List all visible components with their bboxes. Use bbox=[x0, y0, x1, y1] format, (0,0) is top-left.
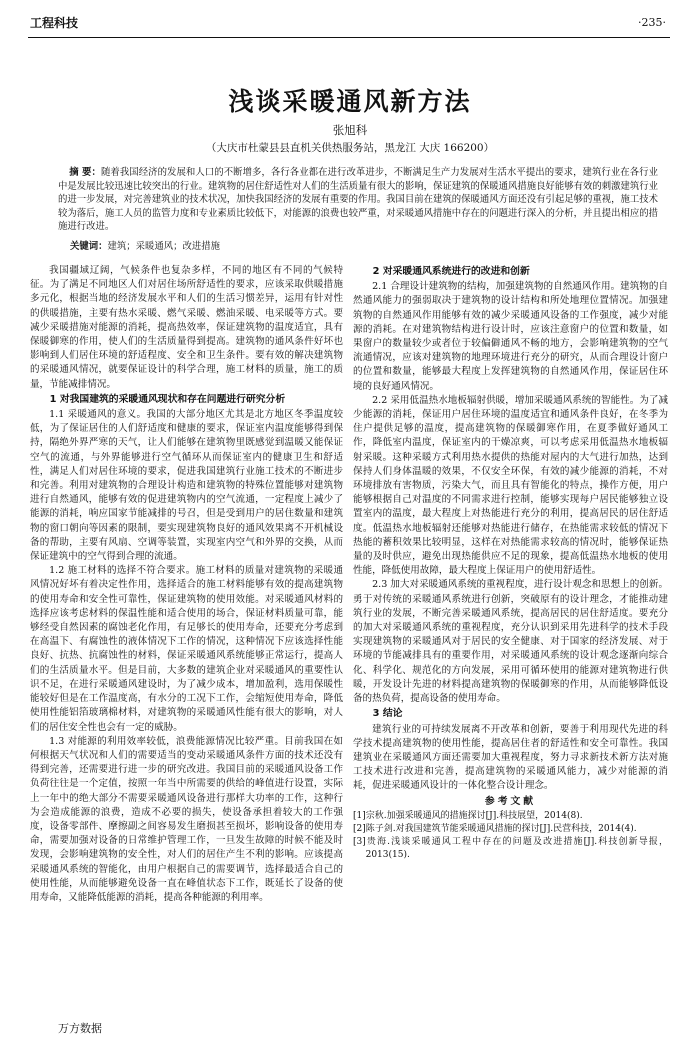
journal-name: 工程科技 bbox=[30, 16, 79, 30]
left-column bbox=[30, 264, 343, 905]
reference-item: [2]陈子剑.对我国建筑节能采暖通风措施的探讨[J].民营科技，2014(4). bbox=[353, 823, 637, 834]
reference-item: [3]贵海.浅谈采暖通风工程中存在的问题及改进措施[J].科技创新导报，2013(15). bbox=[353, 836, 668, 860]
section-heading-3: 3 结论 bbox=[372, 708, 403, 720]
abstract-text: 随着我国经济的发展和人口的不断增多，各行各业都在进行改革进步，不断满足生产力发展对生活水平提出的要求，建筑行业在各行业中是发展比较迅速比较突出的行业。建筑物的居住舒适性对人们的生活质量有很大的影响，保证建筑的保暖通风措施良好能够有效的刺激建筑行业的进一步发展，对完善建筑业的技术状况，加快我国经济的发展有重要的作用。我国目前在建筑的保暖通风方面还没有引起足够的重视，施工技术较为落后，施工人员的监管力度和专业素质比较低下，对能源的浪费也较严重，对采暖通风措施中存在的问题进行深入的分析，并且提出相应的措施进行改进。 bbox=[58, 167, 659, 232]
keywords bbox=[70, 238, 660, 252]
section-heading-2: 2 对采暖通风系统进行的改进和创新 bbox=[372, 266, 530, 277]
article-title: 浅谈采暖通风新方法 bbox=[228, 87, 472, 116]
page-number: ·235· bbox=[638, 16, 666, 29]
header-rule bbox=[28, 37, 670, 38]
conclusion-paragraph: 建筑行业的可持续发展离不开改革和创新，要善于利用现代先进的科学技术提高建筑物的使用性能，提高居住者的舒适性和安全可靠性。我国建筑业在采暖通风方面还需要加大重视程度，努力寻求新技术新方法对施工技术进行改进和完善，提高建筑物的采暖通风能力，减少对能源的消耗，促进采暖通风设计的一体化整合设计理念。 bbox=[353, 723, 668, 792]
paragraph-1-1: 1.1 采暖通风的意义。我国的大部分地区尤其是北方地区冬季温度较低，为了保证居住的人们舒适度和健康的要求，保证室内温度能够得到保持，隔绝外界严寒的天气，让人们能够在建筑物里既感觉到温暖又能保证空气的流通，与外界能够进行空气循环从而保证室内的健康卫生和舒适性，满足人们对居住环境的要求，促进我国建筑行业施工技术的不断进步和完善。利用对建筑物的合理设计构造和建筑物的特殊位置能够对建筑物进行自然通风，能够有效的促进建筑物内的空气流通，一定程度上减少了能源的消耗，响应国家节能减排的号召，但是受到用户的居住数量和建筑物的窗口朝向等因素的限制，要实现建筑物良好的通风效果离不开机械设备的帮助，主要有风扇、空调等装置，实现室内空气和外界的交换，从而保证建筑中的空气得到合理的流通。 bbox=[30, 409, 343, 563]
keywords-text: 建筑；采暖通风；改进措施 bbox=[107, 241, 221, 252]
section-heading-1: 1 对我国建筑的采暖通风现状和存在问题进行研究分析 bbox=[49, 393, 286, 405]
intro-paragraph: 我国疆域辽阔，气候条件也复杂多样，不同的地区有不同的气候特征。为了满足不同地区人们对居住场所舒适性的要求，应该采取供暖措施多元化，根据当地的经济发展水平和人们的生活习惯差异，运用有针对性的供暖措施，主要有热水采暖、燃气采暖、燃油采暖、电采暖等方式。要减少采暖措施对能源的消耗，提高热效率，保证建筑物的温度适宜，具有保暖御寒的作用，使人们的生活质量得到提高。建筑物的通风条件好坏也影响到人们居住环境的舒适程度、安全和卫生条件。要有效的解决建筑物的采暖通风情况，就要保证设计的科学合理，施工材料的质量，施工的质量，节能减排情况。 bbox=[30, 265, 343, 390]
abstract bbox=[58, 166, 658, 234]
abstract-label: 摘 要： bbox=[69, 167, 101, 178]
article-author: 张旭科 bbox=[332, 123, 368, 137]
paragraph-1-2: 1.2 施工材料的选择不符合要求。施工材料的质量对建筑物的采暖通风情况好坏有着决定性作用，选择适合的施工材料能够有效的提高建筑物的使用寿命和安全性可靠性，保证建筑物的使用效能。对采暖通风材料的选择应该考虑材料的保温性能和适合使用的场合，保证材料质量可靠，能够经受自然因素的腐蚀老化作用，有足够长的使用寿命，还要充分考虑到在高温下、有腐蚀性的液体情况下工作的情况，这种情况下应该选择性能良好、抗热、抗腐蚀性的材料，保证采暖通风系统能够正常运行，提高人们的生活质量水平。但是目前，大多数的建筑企业对采暖通风的重要性认识不足，在进行采暖通风建设时，为了减少成本，增加盈利，选用保暖性能较好但是在工作温度高，有水分的工况下工作，会缩短使用寿命，降低使用性能铝箔玻璃棉材料，对建筑物的采暖通风性能有很大的影响，对人们的居住安全性也会有一定的威胁。 bbox=[30, 565, 343, 733]
reference-item: [1]宗秋.加强采暖通风的措施探讨[J].科技展望，2014(8). bbox=[353, 810, 583, 821]
right-column bbox=[353, 264, 668, 862]
paragraph-1-3: 1.3 对能源的利用效率较低，浪费能源情况比较严重。目前我国在如何根据天气状况和人们的需要适当的变动采暖通风条件方面的技术还没有得到完善，还需要进行进一步的研究改进。我国目前的采暖通风设备工作负荷往往是一个定值，按照一年当中所需要的供给的峰值进行设置，实际上一年中的绝大部分不需要采暖通风设备进行那样大功率的工作，这种行为会造成能源的浪费，造成不必要的损失，使设备承担着较大的工作强度，设备零部件、摩擦副之间容易发生磨损甚至损坏，影响设备的使用寿命，需要加强对设备的日常维护管理工作，一旦发生故障的时候不能及时发现，会影响建筑物的安全性，对人们的居住产生不利的影响。应该提高采暖通风系统的智能化，由用户根据自己的需要调节，选择最适合自己的使用性能，从而能够避免设备一直在峰值状态下工作，既延长了设备的使用寿命，又能降低能源的消耗，提高各种能源的利用率。 bbox=[30, 735, 343, 903]
article-affiliation: （大庆市杜蒙县县直机关供热服务站，黑龙江 大庆 166200） bbox=[205, 142, 495, 154]
keywords-label: 关键词： bbox=[70, 241, 108, 252]
paragraph-2-1: 2.1 合理设计建筑物的结构，加强建筑物的自然通风作用。建筑物的自然通风能力的强弱取决于建筑物的设计结构和所处地理位置情况。加强建筑物的自然通风作用能够有效的减少采暖通风设备的工作强度，减少对能源的消耗。在对建筑物结构进行设计时，应该注意窗户的位置和数量，如果窗户的数量较少或者位于较偏僻通风不畅的地方，会影响建筑物的空气流通情况，应该对建筑物的地理环境进行充分的研究，从而合理设计窗户的位置和数量，能够最大程度上发挥建筑物的自然通风作用，保证居住环境的良好通风情况。 bbox=[353, 281, 668, 392]
references-title: 参考文献 bbox=[484, 795, 537, 807]
paragraph-2-3: 2.3 加大对采暖通风系统的重视程度，进行设计观念和思想上的创新。勇于对传统的采暖通风系统进行创新，突破原有的设计理念，才能推动建筑行业的发展，不断完善采暖通风系统，提高居民的居住舒适度。要充分的加大对采暖通风系统的重视程度，充分认识到采用先进科学的技术手段实现建筑物的采暖通风对于居民的安全健康、对于国家的经济发展、对于环境的节能减排具有的重要作用，对采暖通风系统的设计观念逐渐向综合化、科学化、规范化的方向发展，采用可循环使用的能源对建筑物进行供暖，开发设计先进的材料提高建筑物的保暖御寒的作用，从而能够降低设备的热负荷，提高设备的使用寿命。 bbox=[353, 579, 668, 705]
references-list bbox=[353, 810, 668, 862]
footer-watermark: 万方数据 bbox=[58, 1022, 102, 1035]
paragraph-2-2: 2.2 采用低温热水地板辐射供暖，增加采暖通风系统的智能性。为了减少能源的消耗，保证用户居住环境的温度适宜和通风条件良好，在冬季为住户提供足够的温度，提高建筑物的保暖御寒作用，在夏季做好通风工作，降低室内温度，保证室内的干燥凉爽，可以考虑采用低温热水地板辐射采暖。这种采暖方式利用热水提供的热能对屋内的大气进行加热，达到保持人们身体温暖的效果，不仅安全环保，有效的减少能源的消耗，不对环境排放有害物质，污染大气，而且具有智能化的特点，操作方便，用户能够根据自己对温度的不同需求进行控制，能够实现每户居民能够独立设置室内的温度，最大程度上对热能进行充分的利用，提高居民的居住舒适度。低温热水地板辐射还能够对热能进行储存，在热能需求较低的情况下热能的蓄积效果比较明显，这样在对热能需求较高的情况时，能够保证热量的及时供应，避免出现热能供应不足的现象，提高低温热水地板的使用性能，降低使用故障，最大程度上保证用户的使用舒适性。 bbox=[353, 394, 668, 577]
